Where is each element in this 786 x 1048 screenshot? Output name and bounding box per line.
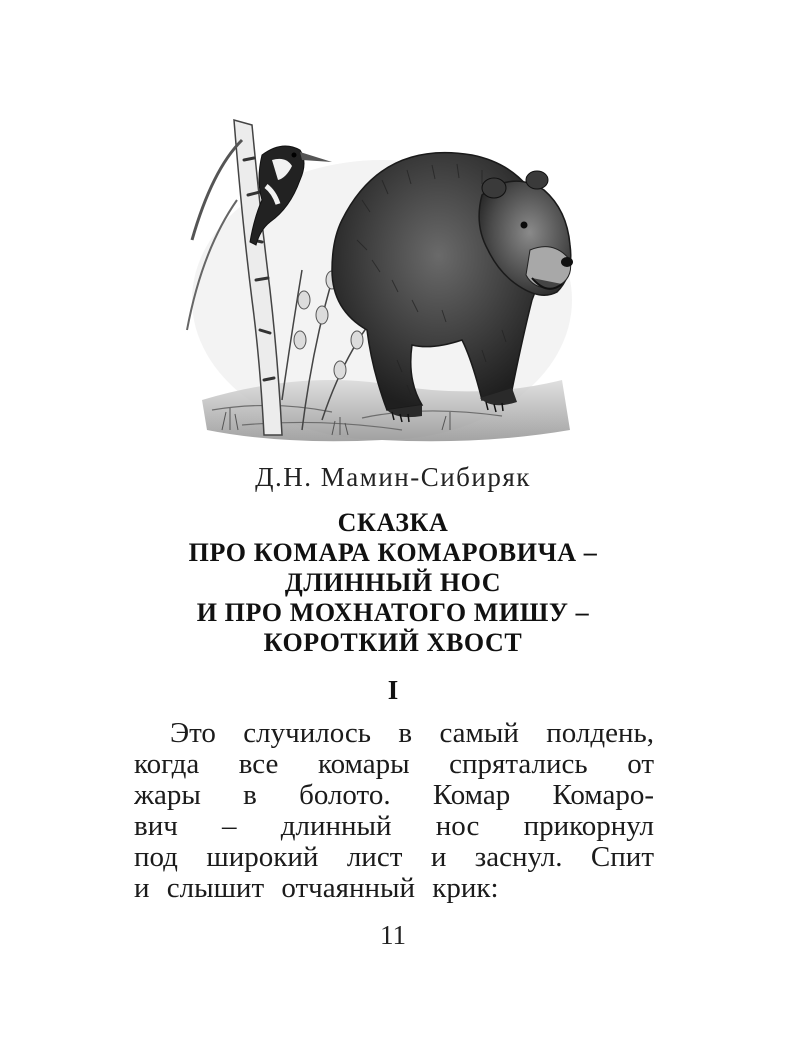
title-line: ПРО КОМАРА КОМАРОВИЧА – — [188, 538, 598, 567]
story-paragraph — [134, 718, 654, 904]
bear-illustration — [182, 100, 574, 450]
paragraph-line: вич – длинный нос прикорнул — [134, 811, 654, 842]
chapter-number: I — [387, 675, 399, 705]
paragraph-line: и слышит отчаянный крик: — [134, 873, 499, 904]
paragraph-line: Это случилось в самый полдень, — [170, 718, 654, 749]
page-number: 11 — [380, 920, 406, 950]
title-line: И ПРО МОХНАТОГО МИШУ – — [196, 598, 590, 627]
title-line: КОРОТКИЙ ХВОСТ — [263, 628, 523, 657]
paragraph-line: когда все комары спрятались от — [134, 749, 654, 780]
paragraph-line: под широкий лист и заснул. Спит — [134, 842, 654, 873]
paragraph-line: жары в болото. Комар Комаро- — [134, 780, 654, 811]
story-title — [0, 508, 786, 658]
author-name: Д.Н. Мамин-Сибиряк — [255, 462, 531, 492]
title-line: ДЛИННЫЙ НОС — [284, 568, 502, 597]
title-line: СКАЗКА — [337, 508, 449, 537]
